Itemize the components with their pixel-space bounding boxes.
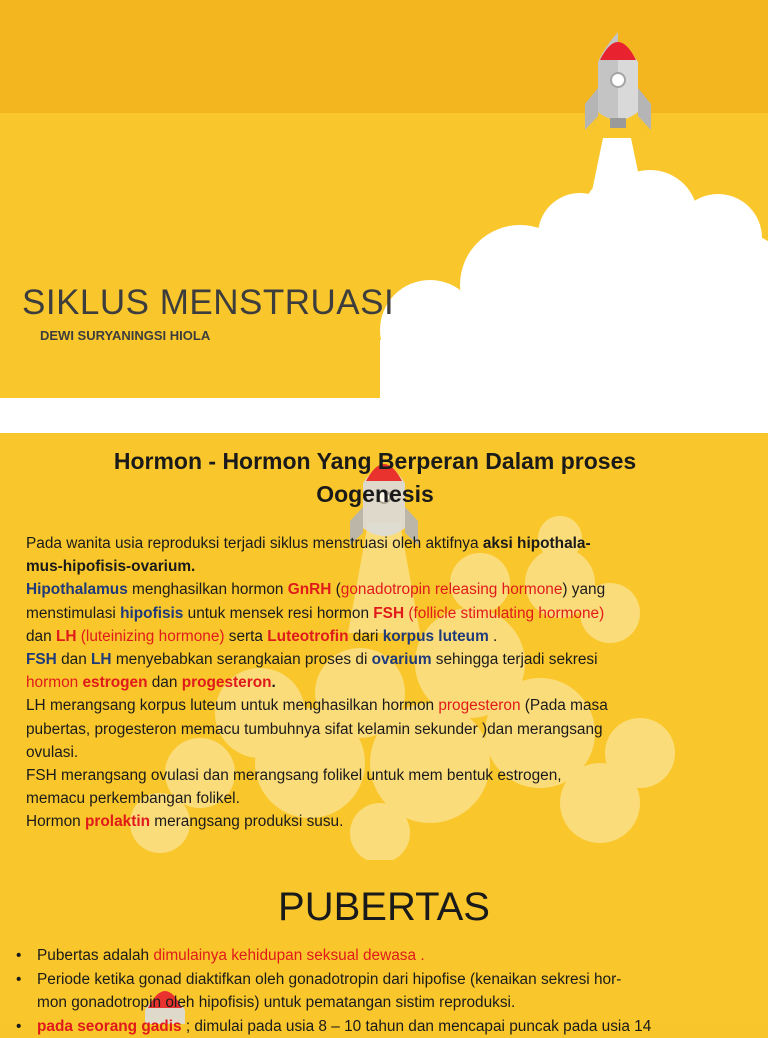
text-segment: LH <box>56 628 77 645</box>
text-line <box>26 625 748 648</box>
text-segment: ( <box>331 581 340 598</box>
text-segment: sehingga terjadi sekresi <box>432 651 598 668</box>
text-segment: GnRH <box>288 581 332 598</box>
puberty-bullet-list <box>16 944 761 1038</box>
text-segment: gonadotropin releasing hormone <box>341 581 563 598</box>
slide-title: SIKLUS MENSTRUASI <box>22 283 394 323</box>
slide-separator <box>0 398 768 433</box>
text-segment: Periode ketika gonad diaktifkan oleh gonadotropin dari hipofise (kenaikan sekresi hor- <box>37 971 621 988</box>
text-segment: mus-hipofisis-ovarium. <box>26 558 195 575</box>
text-segment: hipofisis <box>120 605 183 622</box>
text-segment: mon gonadotropin oleh hipofisis) untuk pematangan sistim reproduksi. <box>37 994 515 1011</box>
text-segment: prolaktin <box>85 813 150 830</box>
text-segment: progesteron <box>438 697 520 714</box>
text-segment: dimulainya kehidupan seksual dewasa . <box>153 947 424 964</box>
text-line <box>26 718 748 741</box>
bullet-marker: • <box>16 968 21 992</box>
text-line <box>26 602 748 625</box>
text-segment: Hipothalamus <box>26 581 128 598</box>
text-segment: memacu perkembangan folikel. <box>26 790 240 807</box>
text-segment: estrogen <box>82 674 147 691</box>
heading-line-1: Hormon - Hormon Yang Berperan Dalam proses <box>114 448 636 474</box>
text-line <box>26 810 748 833</box>
text-line <box>26 532 748 555</box>
text-segment: (Pada masa <box>521 697 608 714</box>
text-segment: dan <box>26 628 56 645</box>
heading-line-2: Oogenesis <box>316 481 434 507</box>
title-slide <box>0 0 768 398</box>
text-segment: Pada wanita usia reproduksi terjadi siklus menstruasi oleh aktifnya <box>26 535 483 552</box>
text-segment: . <box>272 674 276 691</box>
text-line <box>26 648 748 671</box>
text-segment: menstimulasi <box>26 605 120 622</box>
text-segment: dari <box>349 628 383 645</box>
text-segment: LH <box>91 651 112 668</box>
text-segment: serta <box>225 628 268 645</box>
rocket-icon <box>585 32 651 138</box>
text-segment: aksi hipothala- <box>483 535 591 552</box>
text-segment: pubertas, progesteron memacu tumbuhnya sifat kelamin sekunder )dan merangsang <box>26 721 603 738</box>
text-segment: ovarium <box>372 651 432 668</box>
puberty-slide <box>0 860 768 1024</box>
bullet-item <box>16 944 761 968</box>
author-name: DEWI SURYANINGSI HIOLA <box>40 328 210 343</box>
text-line <box>26 764 748 787</box>
text-segment: ; dimulai pada usia 8 – 10 tahun dan mencapai puncak pada usia 14 <box>182 1018 652 1035</box>
slide-heading: PUBERTAS <box>0 885 768 930</box>
text-line <box>26 555 748 578</box>
text-line <box>26 578 748 601</box>
text-segment: menyebabkan serangkaian proses di <box>112 651 372 668</box>
text-line <box>26 671 748 694</box>
text-segment: Luteotrofin <box>267 628 348 645</box>
text-line <box>26 787 748 810</box>
text-segment: Pubertas adalah <box>37 947 153 964</box>
text-segment: korpus luteum <box>383 628 489 645</box>
bullet-marker: • <box>16 1015 21 1038</box>
text-segment: LH merangsang korpus luteum untuk menghasilkan hormon <box>26 697 438 714</box>
bullet-marker: • <box>16 944 21 968</box>
text-segment: . <box>489 628 498 645</box>
text-segment: dan <box>57 651 91 668</box>
text-segment: (follicle stimulating hormone) <box>408 605 604 622</box>
slide-heading <box>30 445 720 511</box>
text-segment: (luteinizing hormone) <box>81 628 225 645</box>
text-segment: dan <box>147 674 181 691</box>
cloud-shape <box>380 170 768 420</box>
text-segment: untuk mensek resi hormon <box>183 605 373 622</box>
text-segment: ) yang <box>562 581 605 598</box>
text-segment: FSH <box>373 605 404 622</box>
hormone-slide <box>0 433 768 860</box>
text-segment: menghasilkan hormon <box>128 581 288 598</box>
hormone-description <box>26 532 748 834</box>
text-segment: Hormon <box>26 813 85 830</box>
text-segment: pada seorang gadis <box>37 1018 182 1035</box>
text-segment: FSH <box>26 651 57 668</box>
text-segment: merangsang produksi susu. <box>150 813 343 830</box>
bullet-item <box>16 1015 761 1038</box>
text-line <box>26 741 748 764</box>
text-segment: progesteron <box>182 674 272 691</box>
text-segment: FSH merangsang ovulasi dan merangsang folikel untuk mem bentuk estrogen, <box>26 767 562 784</box>
text-segment: hormon <box>26 674 82 691</box>
bullet-item <box>16 968 761 1015</box>
text-segment: ovulasi. <box>26 744 78 761</box>
text-line <box>26 694 748 717</box>
